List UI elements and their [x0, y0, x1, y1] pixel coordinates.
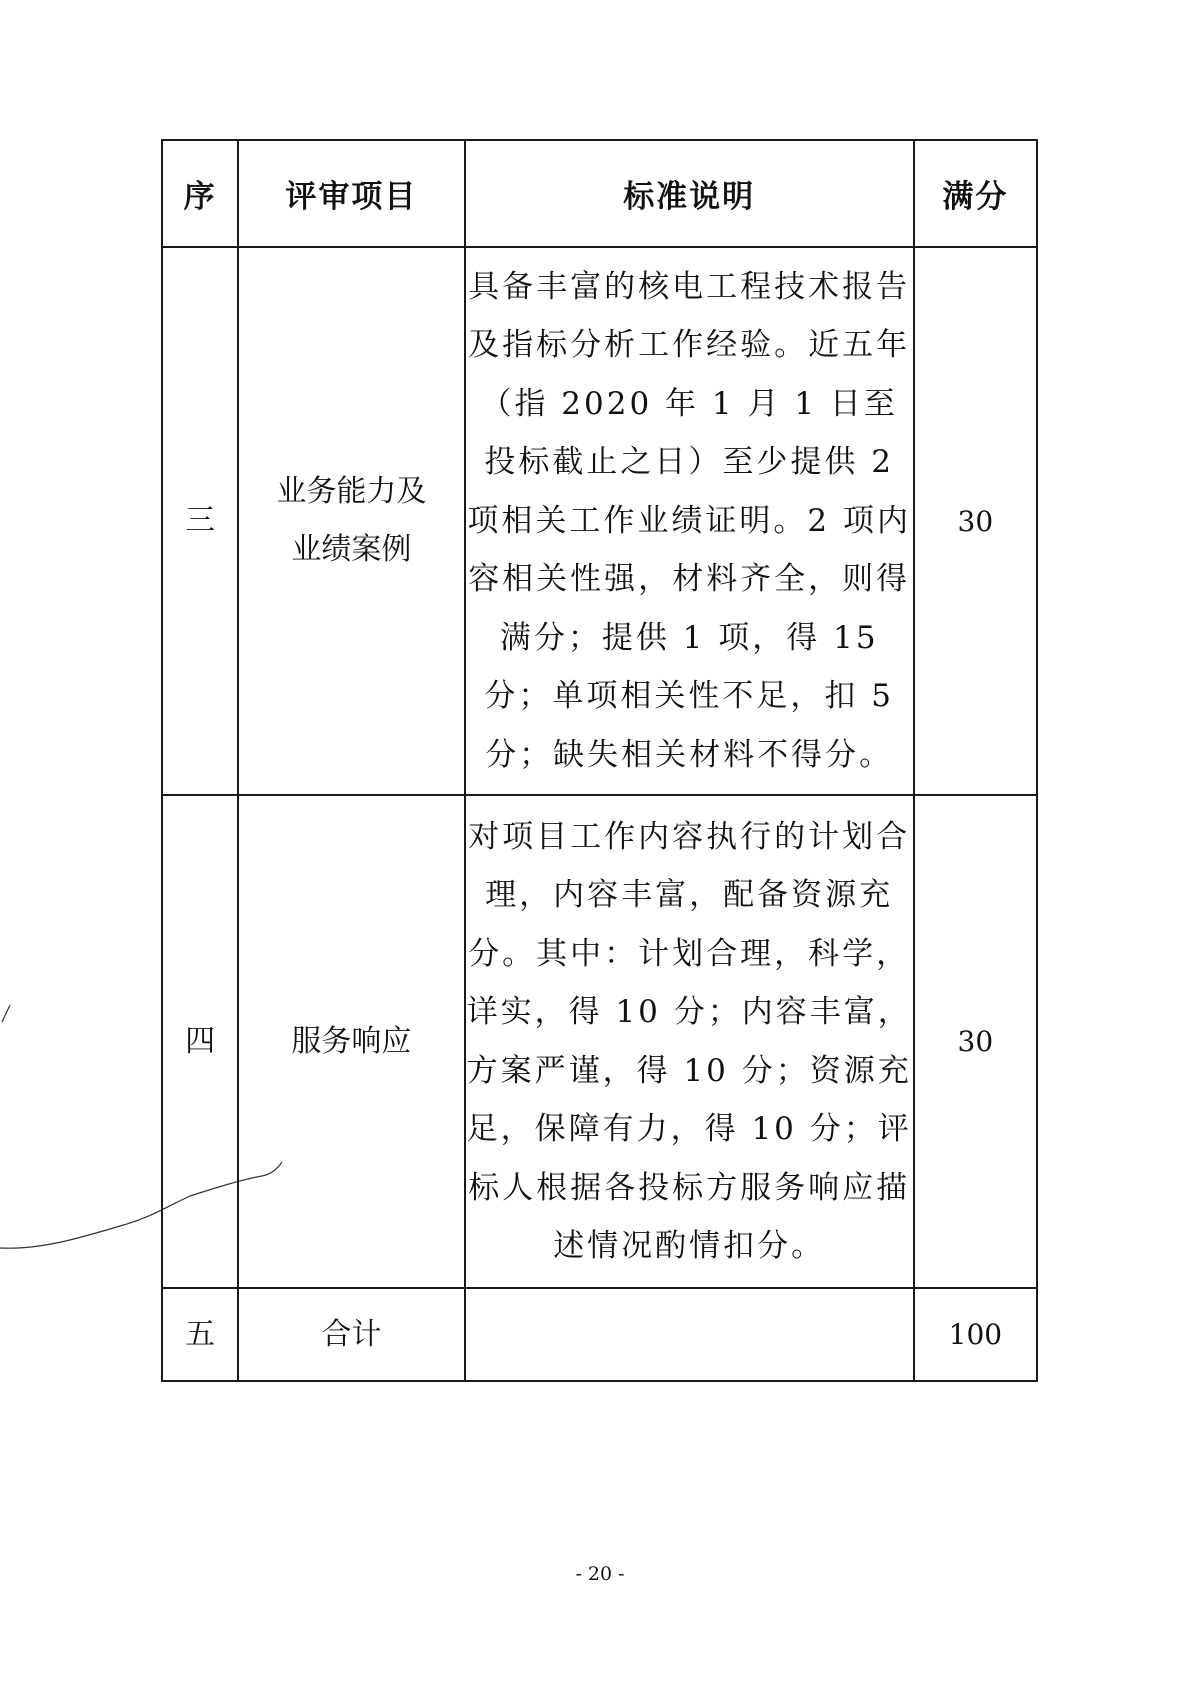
- row-no: 五: [162, 1288, 238, 1381]
- scoring-table: [161, 139, 1038, 1382]
- row-item: [238, 247, 465, 795]
- row-no: 三: [162, 247, 238, 795]
- table-row: [162, 795, 1037, 1288]
- page-number: - 20 -: [575, 1563, 625, 1585]
- row-score: 30: [914, 795, 1037, 1288]
- header-description: 标准说明: [465, 140, 914, 247]
- row-description: [465, 1288, 914, 1381]
- row-score: 100: [914, 1288, 1037, 1381]
- row-score: 30: [914, 247, 1037, 795]
- row-description: 具备丰富的核电工程技术报告及指标分析工作经验。近五年（指 2020 年 1 月 1 日至投标截止之日）至少提供 2 项相关工作业绩证明。2 项内容相关性强，材料齐全，则得满分；提供 1 项，得 15 分；单项相关性不足，扣 5 分；缺失相关材料不得分。: [465, 247, 914, 795]
- table-row-total: [162, 1288, 1037, 1381]
- header-item: 评审项目: [238, 140, 465, 247]
- row-no: 四: [162, 795, 238, 1288]
- row-item-text: 业务能力及业绩案例: [276, 474, 427, 567]
- table-row: [162, 247, 1037, 795]
- header-no: 序: [162, 140, 238, 247]
- header-max-score: 满分: [914, 140, 1037, 247]
- row-item: 合计: [238, 1288, 465, 1381]
- table-header-row: [162, 140, 1037, 247]
- row-item: 服务响应: [238, 795, 465, 1288]
- row-description: 对项目工作内容执行的计划合理，内容丰富，配备资源充分。其中：计划合理，科学，详实，得 10 分；内容丰富，方案严谨，得 10 分；资源充足，保障有力，得 10 分；评标人根据各投标方服务响应描述情况酌情扣分。: [465, 795, 914, 1288]
